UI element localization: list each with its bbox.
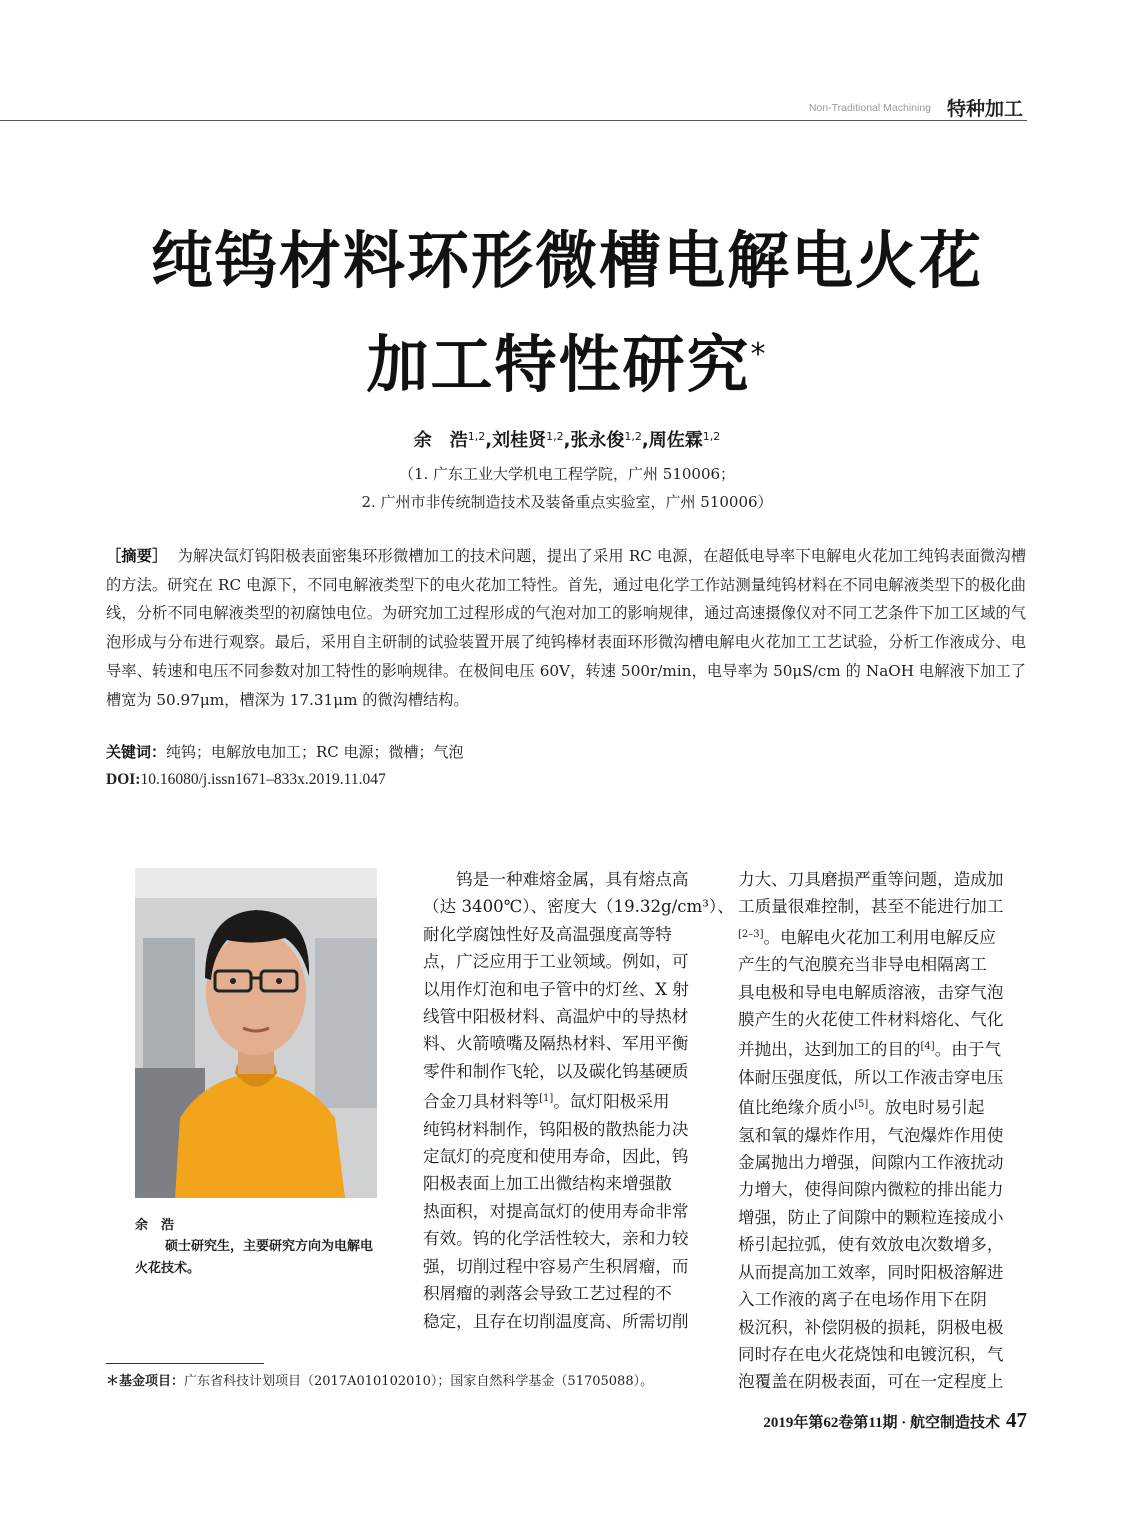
- body-line: 极沉积，补偿阴极的损耗，阴极电极: [738, 1317, 1004, 1337]
- body-line: 膜产生的火花使工件材料熔化、气化: [738, 1010, 1004, 1030]
- body-line: 热面积，对提高氙灯的使用寿命非常: [423, 1201, 689, 1221]
- title-text: 加工特性研究: [366, 328, 751, 401]
- body-line: （达 3400℃）、密度大（19.32g/cm³）、: [423, 897, 734, 917]
- body-line: 入工作液的离子在电场作用下在阴: [738, 1290, 987, 1310]
- body-line: 以用作灯泡和电子管中的灯丝、X 射: [423, 979, 689, 999]
- body-line: 定氙灯的亮度和使用寿命，因此，钨: [423, 1147, 689, 1167]
- author-affiliation: 1,2: [702, 430, 721, 443]
- footnote-label: ＊基金项目：: [106, 1374, 185, 1389]
- body-line: 力大、刀具磨损严重等问题，造成加: [738, 870, 1004, 889]
- body-line: 桥引起拉弧，使有效放电次数增多，: [738, 1235, 1004, 1255]
- footnote-text: 广东省科技计划项目（2017A010102010）；国家自然科学基金（51705088）。: [184, 1374, 654, 1389]
- author-affiliation: 1,2: [546, 430, 564, 443]
- abstract-label: ［摘要］: [106, 547, 168, 565]
- keywords-label: 关键词：: [106, 743, 167, 761]
- body-line: 零件和制作飞轮，以及碳化钨基硬质: [423, 1061, 689, 1081]
- footnote-divider: [106, 1363, 264, 1364]
- citation: [2–3]: [738, 928, 764, 940]
- body-line: 稳定，且存在切削温度高、所需切削: [423, 1311, 689, 1331]
- body-line: 泡覆盖在阴极表面，可在一定程度上: [738, 1372, 1004, 1392]
- body-line: [2–3]。电解电火花加工利用电解反应: [738, 927, 996, 947]
- body-line: 并抛出，达到加工的目的[4]。由于气: [738, 1040, 1002, 1060]
- body-line: 料、火箭喷嘴及隔热材料、军用平衡: [423, 1034, 689, 1054]
- journal-issue: 2019年第62卷第11期 · 航空制造技术: [763, 1415, 1000, 1431]
- doi: [106, 771, 386, 789]
- body-line: 钨是一种难熔金属，具有熔点高: [423, 870, 689, 889]
- body-line: 值比绝缘介质小[5]。放电时易引起: [738, 1098, 985, 1118]
- author-affiliation: 1,2: [467, 430, 486, 443]
- body-line: 增强，防止了间隙中的颗粒连接成小: [738, 1207, 1004, 1227]
- article-title-line-1: 纯钨材料环形微槽电解电火花: [150, 224, 983, 297]
- body-line: 从而提高加工效率，同时阳极溶解进: [738, 1262, 1004, 1282]
- doi-label: DOI:: [106, 771, 141, 788]
- author-name: 周佐霖: [648, 430, 703, 451]
- citation: [4]: [920, 1041, 935, 1053]
- title-footnote-mark: *: [750, 337, 768, 372]
- body-line: 有效。钨的化学活性较大，亲和力较: [423, 1229, 689, 1249]
- body-line: 金属抛出力增强，间隙内工作液扰动: [738, 1153, 1004, 1173]
- body-line: 工质量很难控制，甚至不能进行加工: [738, 897, 1004, 917]
- keywords-text: 纯钨；电解放电加工；RC 电源；微槽；气泡: [166, 743, 464, 761]
- body-line: 耐化学腐蚀性好及高温强度高等特: [423, 924, 672, 944]
- body-line: 氢和氧的爆炸作用，气泡爆炸作用使: [738, 1125, 1004, 1145]
- body-line: 纯钨材料制作，钨阳极的散热能力决: [423, 1119, 689, 1139]
- affiliation-line-1: （1. 广东工业大学机电工程学院，广州 510006；: [398, 465, 736, 483]
- abstract: [106, 542, 1026, 714]
- body-line: 合金刀具材料等[1]。氙灯阳极采用: [423, 1092, 670, 1112]
- body-line: 积屑瘤的剥落会导致工艺过程的不: [423, 1284, 672, 1304]
- author-name: 张永俊: [570, 430, 625, 451]
- doi-text: 10.16080/j.issn1671–833x.2019.11.047: [140, 771, 386, 788]
- page-number: 47: [1006, 1408, 1027, 1432]
- page-footer: [763, 1408, 1027, 1433]
- photo-caption-description: 硕士研究生，主要研究方向为电解电火花技术。: [135, 1239, 374, 1276]
- body-line: 阳极表面上加工出微结构来增强散: [423, 1174, 672, 1194]
- body-line: 强，切削过程中容易产生积屑瘤，而: [423, 1256, 689, 1276]
- section-name-english: Non-Traditional Machining: [808, 102, 931, 114]
- keywords: [106, 741, 464, 762]
- body-line: 产生的气泡膜充当非导电相隔离工: [738, 955, 987, 975]
- running-header: [0, 92, 1027, 121]
- abstract-text: 为解决氙灯钨阳极表面密集环形微槽加工的技术问题，提出了采用 RC 电源，在超低电导率下电解电火花加工纯钨表面微沟槽的方法。研究在 RC 电源下，不同电解液类型下的电火花加工特性。首先，通过电化学工作站测量纯钨材料在不同电解液类型下的极化曲线，分析不同电解液类型的初腐蚀电位。为研究加工过程形成的气泡对加工的影响规律，通过高速摄像仪对不同工艺条件下加工区域的气泡形成与分布进行观察。最后，采用自主研制的试验装置开展了纯钨棒材表面环形微沟槽电解电火花加工工艺试验，分析工作液成分、电导率、转速和电压不同参数对加工特性的影响规律。在极间电压 60V，转速 500r/min，电导率为 50μS/cm 的 NaOH 电解液下加工了槽宽为 50.97μm，槽深为 17.31μm 的微沟槽结构。: [106, 547, 1027, 709]
- body-line: 具电极和导电电解质溶液，击穿气泡: [738, 982, 1004, 1002]
- section-name-chinese: 特种加工: [946, 98, 1023, 120]
- body-column-2: [738, 866, 1028, 1396]
- body-line: 线管中阳极材料、高温炉中的导热材: [423, 1007, 689, 1027]
- article-title-line-2: [0, 320, 1134, 400]
- author-name: 余 浩: [413, 430, 468, 451]
- citation: [5]: [854, 1099, 869, 1111]
- affiliation-line-2: 2. 广州市非传统制造技术及装备重点实验室，广州 510006）: [361, 493, 773, 511]
- author-photo: [135, 868, 377, 1198]
- author-name: 刘桂贤: [492, 430, 547, 451]
- photo-caption-name: 余 浩: [135, 1218, 175, 1233]
- body-line: 力增大，使得间隙内微粒的排出能力: [738, 1180, 1004, 1200]
- author-affiliation: 1,2: [624, 430, 642, 443]
- author-list: 余 浩$^{1,2}$,刘桂贤$^{1,2}$,张永俊$^{1,2}$,周佐霖$^{1,2}$: [413, 430, 721, 451]
- body-line: 点，广泛应用于工业领域。例如，可: [423, 952, 689, 972]
- body-line: 体耐压强度低，所以工作液击穿电压: [738, 1067, 1004, 1087]
- body-column-1: [423, 866, 734, 1335]
- funding-footnote: [106, 1370, 653, 1389]
- body-line: 同时存在电火花烧蚀和电镀沉积，气: [738, 1344, 1004, 1364]
- citation: [1]: [539, 1093, 554, 1105]
